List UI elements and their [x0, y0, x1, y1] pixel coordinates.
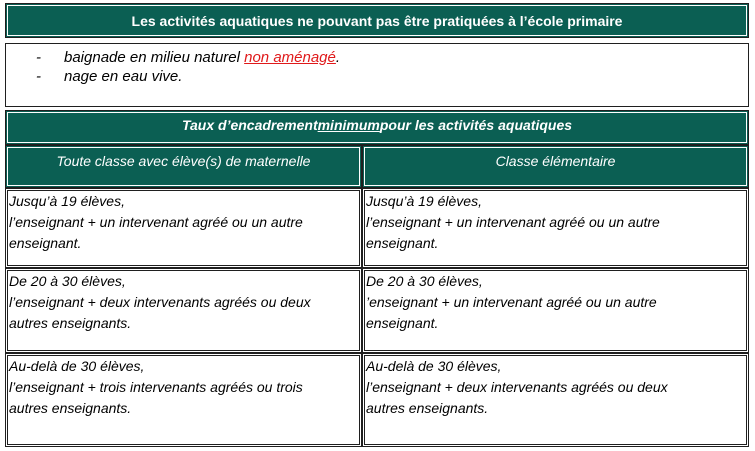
list-item: [36, 48, 748, 67]
page-title: [5, 3, 749, 38]
title-text: Les activités aquatiques ne pouvant pas être pratiquées à l’école primaire: [131, 12, 623, 29]
restrictions-list: [5, 43, 749, 107]
table-cell: Jusqu’à 19 élèves, l’enseignant + un intervenant agréé ou un autre enseignant.: [362, 188, 749, 268]
document-frame: [5, 3, 749, 447]
list-item-text: nage en eau vive.: [64, 68, 183, 85]
column-header-elementaire: Classe élémentaire: [362, 145, 749, 188]
list-dash: -: [36, 68, 41, 85]
list-dash: -: [36, 49, 41, 66]
list-item-text: baignade en milieu naturel non aménagé.: [64, 49, 341, 66]
highlight-text: non aménagé: [244, 49, 336, 66]
column-header-maternelle: Toute classe avec élève(s) de maternelle: [5, 145, 362, 188]
table-cell: De 20 à 30 élèves, l’enseignant + deux intervenants agréés ou deux autres enseignants.: [5, 268, 362, 353]
table-cell: Jusqu’à 19 élèves, l’enseignant + un intervenant agréé ou un autre enseignant.: [5, 188, 362, 268]
table-cell: Au-delà de 30 élèves, l’enseignant + deux intervenants agréés ou deux autres enseignants.: [362, 353, 749, 447]
table-cell: De 20 à 30 élèves, ’enseignant + un intervenant agréé ou un autre enseignant.: [362, 268, 749, 353]
table-cell: Au-delà de 30 élèves, l’enseignant + trois intervenants agréés ou trois autres enseignants.: [5, 353, 362, 447]
subtitle-emphasis: minimum: [317, 116, 380, 133]
list-item: [36, 67, 748, 86]
section-subtitle: Taux d’encadrement minimum pour les activités aquatiques: [5, 110, 749, 145]
